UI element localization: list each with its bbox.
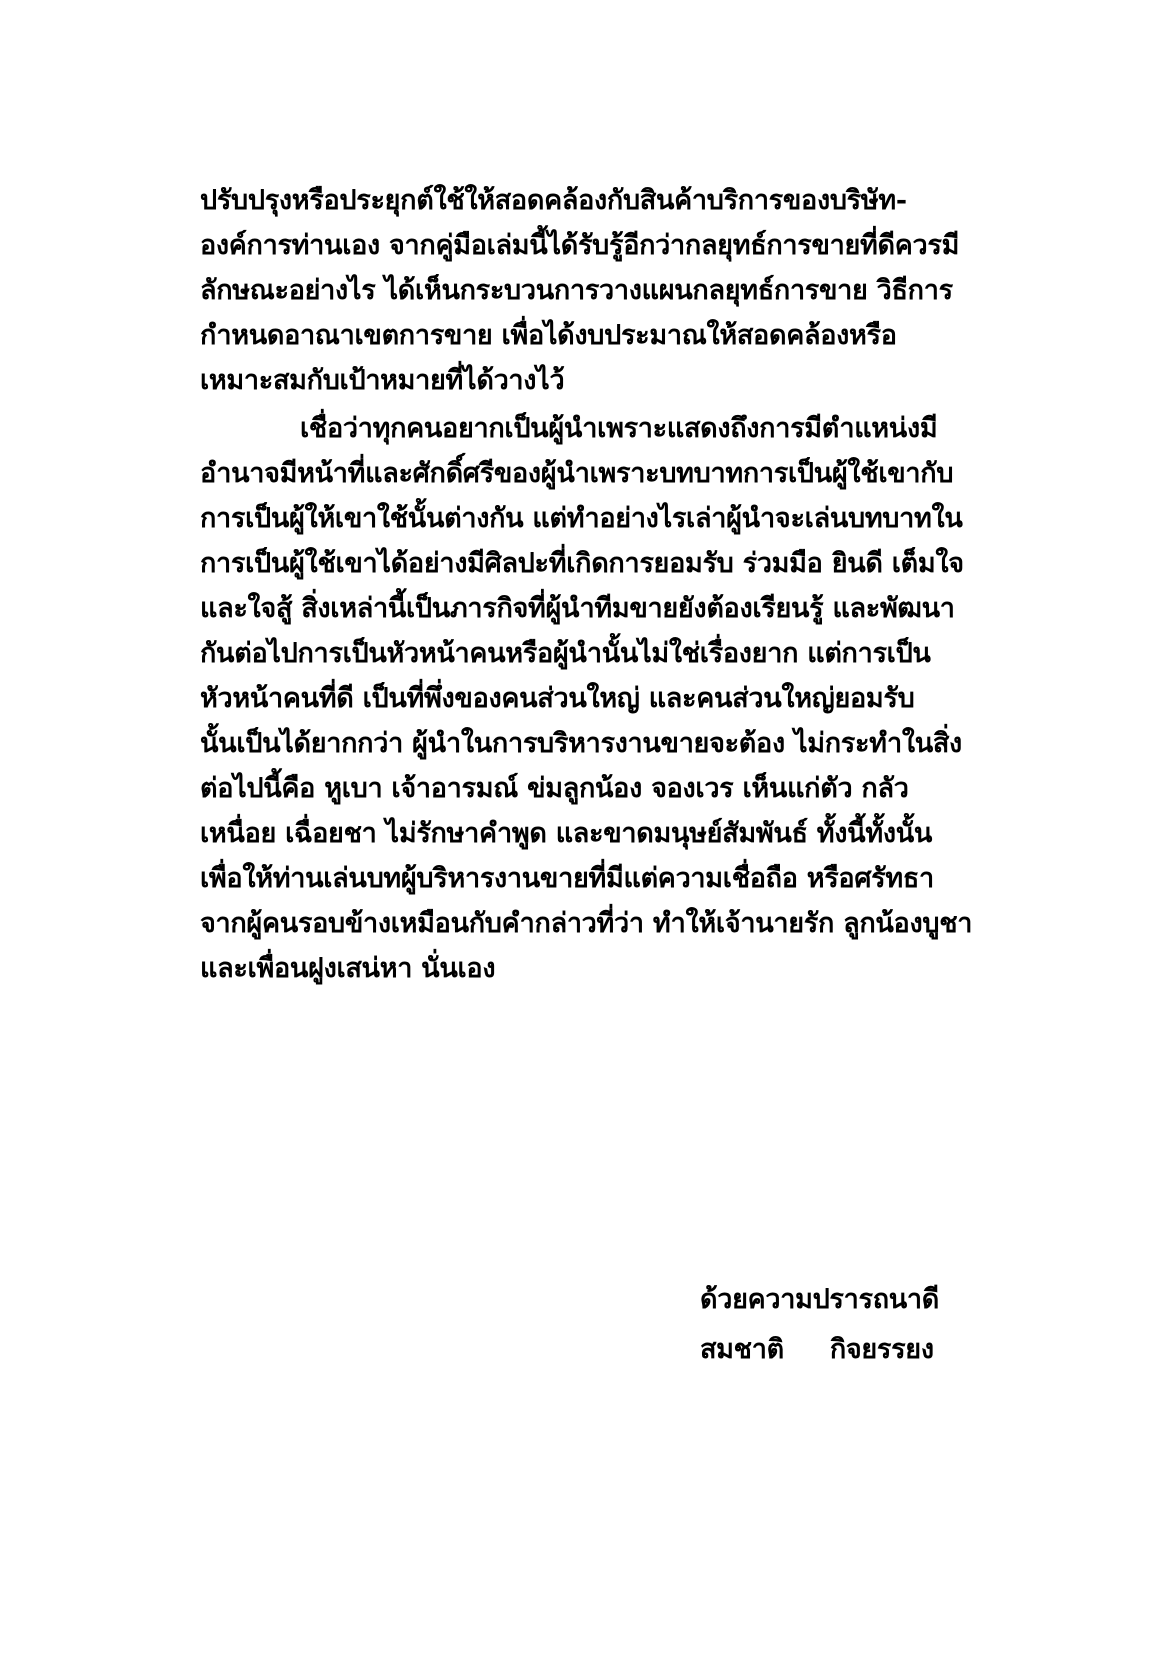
paragraph-line: ต่อไปนี้คือ หูเบา เจ้าอารมณ์ ข่มลูกน้อง จองเวร เห็นแก่ตัว กลัว (200, 773, 909, 804)
closing-salutation: ด้วยความปรารถนาดี (700, 1284, 940, 1315)
paragraph-line: เชื่อว่าทุกคนอยากเป็นผู้นำเพราะแสดงถึงการมีตำแหน่งมี (300, 413, 938, 444)
paragraph-line: เหนื่อย เฉื่อยชา ไม่รักษาคำพูด และขาดมนุษย์สัมพันธ์ ทั้งนี้ทั้งนั้น (200, 818, 933, 849)
paragraph-line: กำหนดอาณาเขตการขาย เพื่อได้งบประมาณให้สอดคล้องหรือ (200, 320, 897, 351)
paragraph-line: การเป็นผู้ให้เขาใช้นั้นต่างกัน แต่ทำอย่างไรเล่าผู้นำจะเล่นบทบาทใน (200, 503, 963, 534)
paragraph-2 (200, 406, 980, 991)
paragraph-line: องค์การท่านเอง จากคู่มือเล่มนี้ได้รับรู้อีกว่ากลยุทธ์การขายที่ดีควรมี (200, 230, 960, 261)
signature-last-name: กิจยรรยง (829, 1334, 934, 1365)
paragraph-line: เพื่อให้ท่านเล่นบทผู้บริหารงานขายที่มีแต่ความเชื่อถือ หรือศรัทธา (200, 863, 934, 894)
paragraph-line: จากผู้คนรอบข้างเหมือนกับคำกล่าวที่ว่า ทำให้เจ้านายรัก ลูกน้องบูชา (200, 908, 973, 939)
paragraph-line: กันต่อไปการเป็นหัวหน้าคนหรือผู้นำนั้นไม่ใช่เรื่องยาก แต่การเป็น (200, 638, 931, 669)
paragraph-line: และใจสู้ สิ่งเหล่านี้เป็นภารกิจที่ผู้นำทีมขายยังต้องเรียนรู้ และพัฒนา (200, 593, 955, 624)
paragraph-line: อำนาจมีหน้าที่และศักดิ์ศรีของผู้นำเพราะบทบาทการเป็นผู้ใช้เขากับ (200, 458, 954, 489)
signature-first-name: สมชาติ (700, 1334, 784, 1365)
paragraph-line: หัวหน้าคนที่ดี เป็นที่พึ่งของคนส่วนใหญ่ และคนส่วนใหญ่ยอมรับ (200, 683, 915, 714)
paragraph-line: ลักษณะอย่างไร ได้เห็นกระบวนการวางแผนกลยุทธ์การขาย วิธีการ (200, 275, 953, 306)
document-body (200, 178, 980, 991)
paragraph-line: และเพื่อนฝูงเสน่หา นั่นเอง (200, 953, 496, 984)
paragraph-line: เหมาะสมกับเป้าหมายที่ได้วางไว้ (200, 365, 565, 396)
closing-block (700, 1275, 1000, 1375)
paragraph-line: นั้นเป็นได้ยากกว่า ผู้นำในการบริหารงานขายจะต้อง ไม่กระทำในสิ่ง (200, 728, 962, 759)
paragraph-1 (200, 178, 980, 403)
paragraph-line: ปรับปรุงหรือประยุกต์ใช้ให้สอดคล้องกับสินค้าบริการของบริษัท- (200, 185, 907, 216)
signature-line (700, 1325, 1000, 1375)
paragraph-line: การเป็นผู้ใช้เขาได้อย่างมีศิลปะที่เกิดการยอมรับ ร่วมมือ ยินดี เต็มใจ (200, 548, 964, 579)
